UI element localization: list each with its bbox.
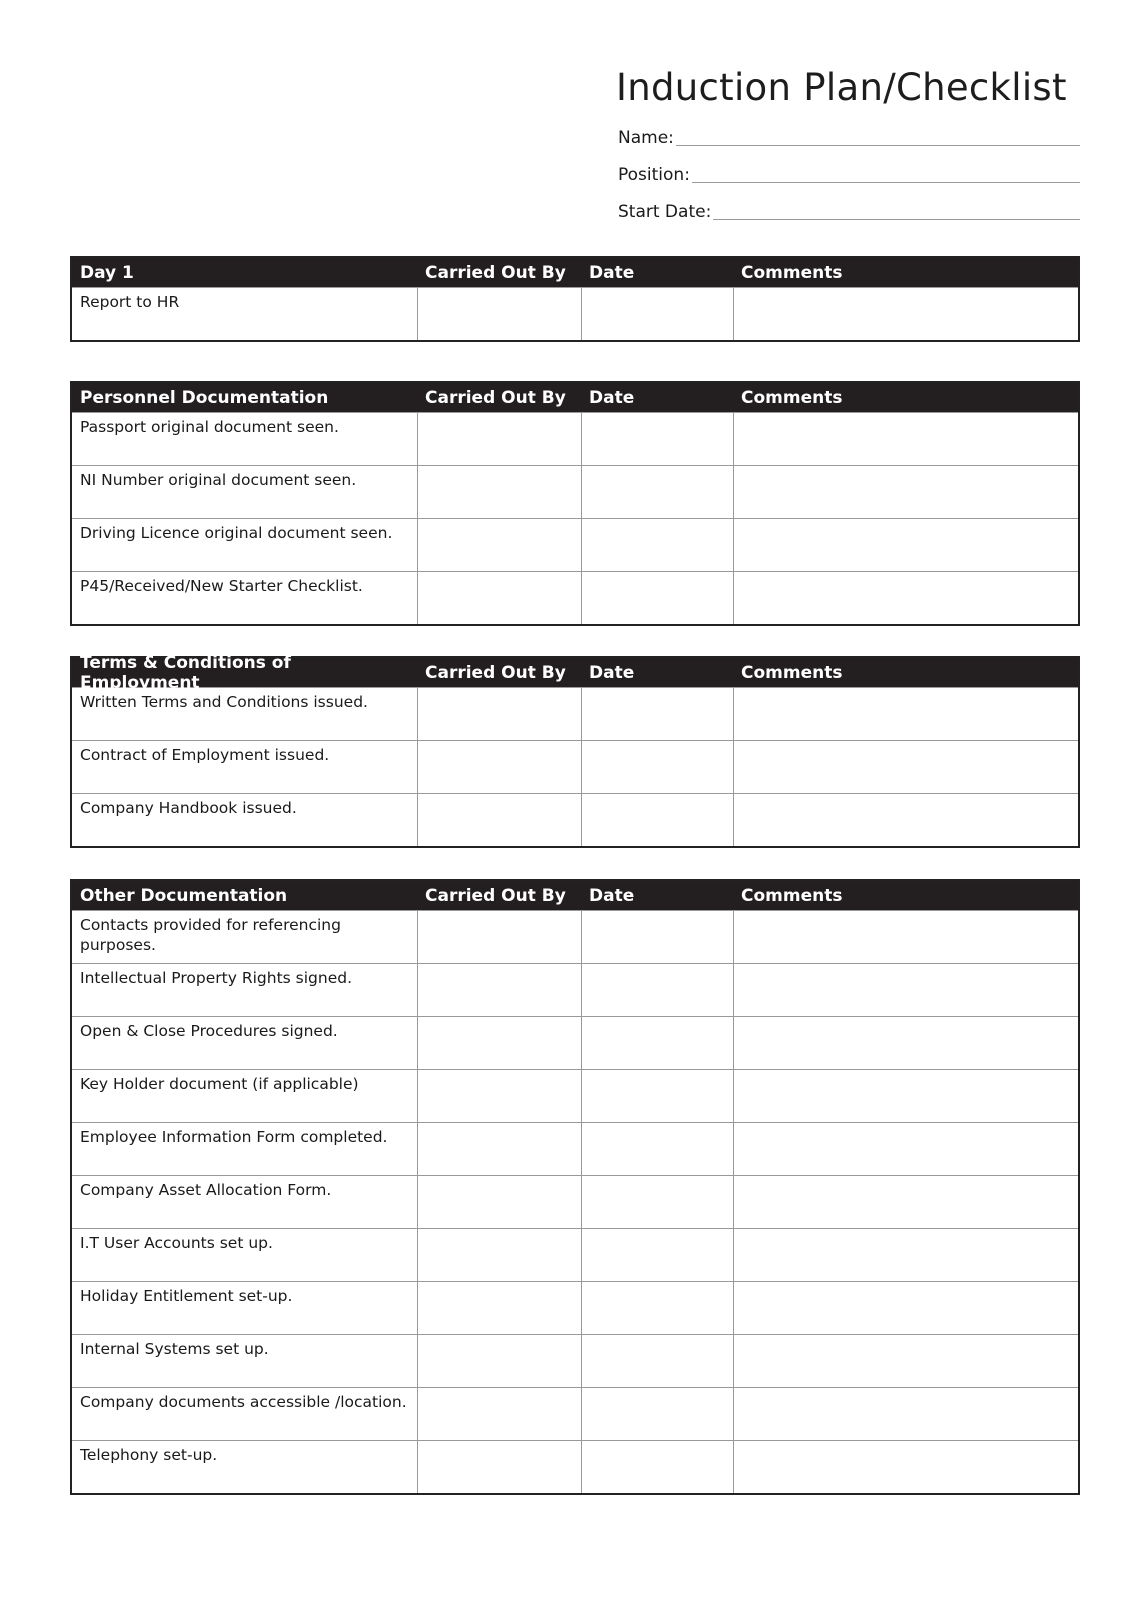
table-row bbox=[72, 1440, 1078, 1493]
table-row bbox=[72, 571, 1078, 624]
table-row bbox=[72, 287, 1078, 340]
date-header: Date bbox=[589, 662, 635, 683]
section-table bbox=[70, 879, 1080, 1495]
carried-out-by-cell[interactable] bbox=[417, 1335, 581, 1387]
table-row bbox=[72, 1387, 1078, 1440]
table-row bbox=[72, 1016, 1078, 1069]
section-header bbox=[72, 652, 1078, 693]
section-heading: Personnel Documentation bbox=[80, 387, 329, 408]
date-cell[interactable] bbox=[581, 688, 733, 740]
carried-out-by-cell[interactable] bbox=[417, 288, 581, 340]
table-row bbox=[72, 465, 1078, 518]
comments-cell[interactable] bbox=[733, 1335, 1078, 1387]
date-header: Date bbox=[589, 387, 635, 408]
name-line[interactable] bbox=[676, 144, 1080, 146]
start-date-label: Start Date: bbox=[618, 202, 712, 222]
task-label: Open & Close Procedures signed. bbox=[80, 1022, 338, 1040]
task-label: Company documents accessible /location. bbox=[80, 1393, 407, 1411]
task-label: Contacts provided for referencing purposes. bbox=[80, 916, 341, 954]
carried-out-by-cell[interactable] bbox=[417, 413, 581, 465]
carried-out-by-cell[interactable] bbox=[417, 1282, 581, 1334]
comments-cell[interactable] bbox=[733, 1229, 1078, 1281]
comments-cell[interactable] bbox=[733, 1282, 1078, 1334]
comments-header: Comments bbox=[741, 262, 843, 283]
task-label: Key Holder document (if applicable) bbox=[80, 1075, 359, 1093]
comments-cell[interactable] bbox=[733, 1070, 1078, 1122]
task-label: Employee Information Form completed. bbox=[80, 1128, 388, 1146]
carried-out-by-header: Carried Out By bbox=[425, 262, 566, 283]
carried-out-by-cell[interactable] bbox=[417, 1176, 581, 1228]
comments-cell[interactable] bbox=[733, 1176, 1078, 1228]
carried-out-by-header: Carried Out By bbox=[425, 662, 566, 683]
task-label: Written Terms and Conditions issued. bbox=[80, 693, 368, 711]
date-cell[interactable] bbox=[581, 911, 733, 963]
carried-out-by-cell[interactable] bbox=[417, 794, 581, 846]
task-label: Internal Systems set up. bbox=[80, 1340, 269, 1358]
name-label: Name: bbox=[618, 128, 674, 148]
page-title: Induction Plan/Checklist bbox=[616, 66, 1067, 109]
comments-cell[interactable] bbox=[733, 466, 1078, 518]
comments-cell[interactable] bbox=[733, 794, 1078, 846]
task-label: Company Asset Allocation Form. bbox=[80, 1181, 332, 1199]
task-label: Company Handbook issued. bbox=[80, 799, 297, 817]
table-row bbox=[72, 910, 1078, 963]
start-date-field[interactable] bbox=[618, 202, 1080, 222]
carried-out-by-cell[interactable] bbox=[417, 1123, 581, 1175]
date-cell[interactable] bbox=[581, 1123, 733, 1175]
table-row bbox=[72, 1069, 1078, 1122]
position-label: Position: bbox=[618, 165, 690, 185]
date-cell[interactable] bbox=[581, 519, 733, 571]
date-cell[interactable] bbox=[581, 1017, 733, 1069]
section-table bbox=[70, 256, 1080, 342]
table-row bbox=[72, 1175, 1078, 1228]
date-cell[interactable] bbox=[581, 466, 733, 518]
comments-header: Comments bbox=[741, 662, 843, 683]
carried-out-by-header: Carried Out By bbox=[425, 885, 566, 906]
task-label: Contract of Employment issued. bbox=[80, 746, 330, 764]
comments-cell[interactable] bbox=[733, 688, 1078, 740]
section-heading: Other Documentation bbox=[80, 885, 288, 906]
comments-cell[interactable] bbox=[733, 741, 1078, 793]
date-cell[interactable] bbox=[581, 794, 733, 846]
section-header bbox=[72, 383, 1078, 412]
date-cell[interactable] bbox=[581, 1335, 733, 1387]
table-row bbox=[72, 687, 1078, 740]
comments-cell[interactable] bbox=[733, 1388, 1078, 1440]
task-label: Telephony set-up. bbox=[80, 1446, 218, 1464]
date-cell[interactable] bbox=[581, 1282, 733, 1334]
carried-out-by-cell[interactable] bbox=[417, 572, 581, 624]
carried-out-by-cell[interactable] bbox=[417, 964, 581, 1016]
task-label: Passport original document seen. bbox=[80, 418, 339, 436]
date-cell[interactable] bbox=[581, 413, 733, 465]
comments-cell[interactable] bbox=[733, 519, 1078, 571]
date-cell[interactable] bbox=[581, 1070, 733, 1122]
date-cell[interactable] bbox=[581, 1229, 733, 1281]
comments-cell[interactable] bbox=[733, 1017, 1078, 1069]
date-cell[interactable] bbox=[581, 1441, 733, 1493]
comments-header: Comments bbox=[741, 885, 843, 906]
comments-cell[interactable] bbox=[733, 964, 1078, 1016]
section-heading: Terms & Conditions of Employment bbox=[80, 652, 291, 693]
start-date-line[interactable] bbox=[713, 218, 1080, 220]
date-header: Date bbox=[589, 885, 635, 906]
comments-cell[interactable] bbox=[733, 1123, 1078, 1175]
carried-out-by-cell[interactable] bbox=[417, 466, 581, 518]
date-cell[interactable] bbox=[581, 741, 733, 793]
date-cell[interactable] bbox=[581, 288, 733, 340]
table-row bbox=[72, 793, 1078, 846]
table-row bbox=[72, 1228, 1078, 1281]
position-field[interactable] bbox=[618, 165, 1080, 185]
carried-out-by-cell[interactable] bbox=[417, 1070, 581, 1122]
table-row bbox=[72, 1122, 1078, 1175]
section-table bbox=[70, 381, 1080, 626]
carried-out-by-cell[interactable] bbox=[417, 519, 581, 571]
table-row bbox=[72, 740, 1078, 793]
section-header bbox=[72, 881, 1078, 910]
name-field[interactable] bbox=[618, 128, 1080, 148]
carried-out-by-cell[interactable] bbox=[417, 741, 581, 793]
carried-out-by-cell[interactable] bbox=[417, 1388, 581, 1440]
task-label: Intellectual Property Rights signed. bbox=[80, 969, 352, 987]
table-row bbox=[72, 1281, 1078, 1334]
position-line[interactable] bbox=[692, 181, 1080, 183]
carried-out-by-cell[interactable] bbox=[417, 911, 581, 963]
task-label: Driving Licence original document seen. bbox=[80, 524, 393, 542]
section-heading: Day 1 bbox=[80, 262, 134, 283]
carried-out-by-header: Carried Out By bbox=[425, 387, 566, 408]
section-header bbox=[72, 258, 1078, 287]
date-cell[interactable] bbox=[581, 572, 733, 624]
task-label: P45/Received/New Starter Checklist. bbox=[80, 577, 363, 595]
task-label: Holiday Entitlement set-up. bbox=[80, 1287, 293, 1305]
comments-cell[interactable] bbox=[733, 288, 1078, 340]
task-label: I.T User Accounts set up. bbox=[80, 1234, 273, 1252]
table-row bbox=[72, 963, 1078, 1016]
comments-cell[interactable] bbox=[733, 911, 1078, 963]
date-cell[interactable] bbox=[581, 1388, 733, 1440]
task-label: NI Number original document seen. bbox=[80, 471, 357, 489]
task-label: Report to HR bbox=[80, 293, 180, 311]
section-table bbox=[70, 652, 1080, 848]
carried-out-by-cell[interactable] bbox=[417, 1441, 581, 1493]
comments-cell[interactable] bbox=[733, 572, 1078, 624]
date-cell[interactable] bbox=[581, 1176, 733, 1228]
date-cell[interactable] bbox=[581, 964, 733, 1016]
table-row bbox=[72, 518, 1078, 571]
table-row bbox=[72, 1334, 1078, 1387]
comments-header: Comments bbox=[741, 387, 843, 408]
comments-cell[interactable] bbox=[733, 413, 1078, 465]
date-header: Date bbox=[589, 262, 635, 283]
carried-out-by-cell[interactable] bbox=[417, 688, 581, 740]
comments-cell[interactable] bbox=[733, 1441, 1078, 1493]
carried-out-by-cell[interactable] bbox=[417, 1229, 581, 1281]
table-row bbox=[72, 412, 1078, 465]
carried-out-by-cell[interactable] bbox=[417, 1017, 581, 1069]
